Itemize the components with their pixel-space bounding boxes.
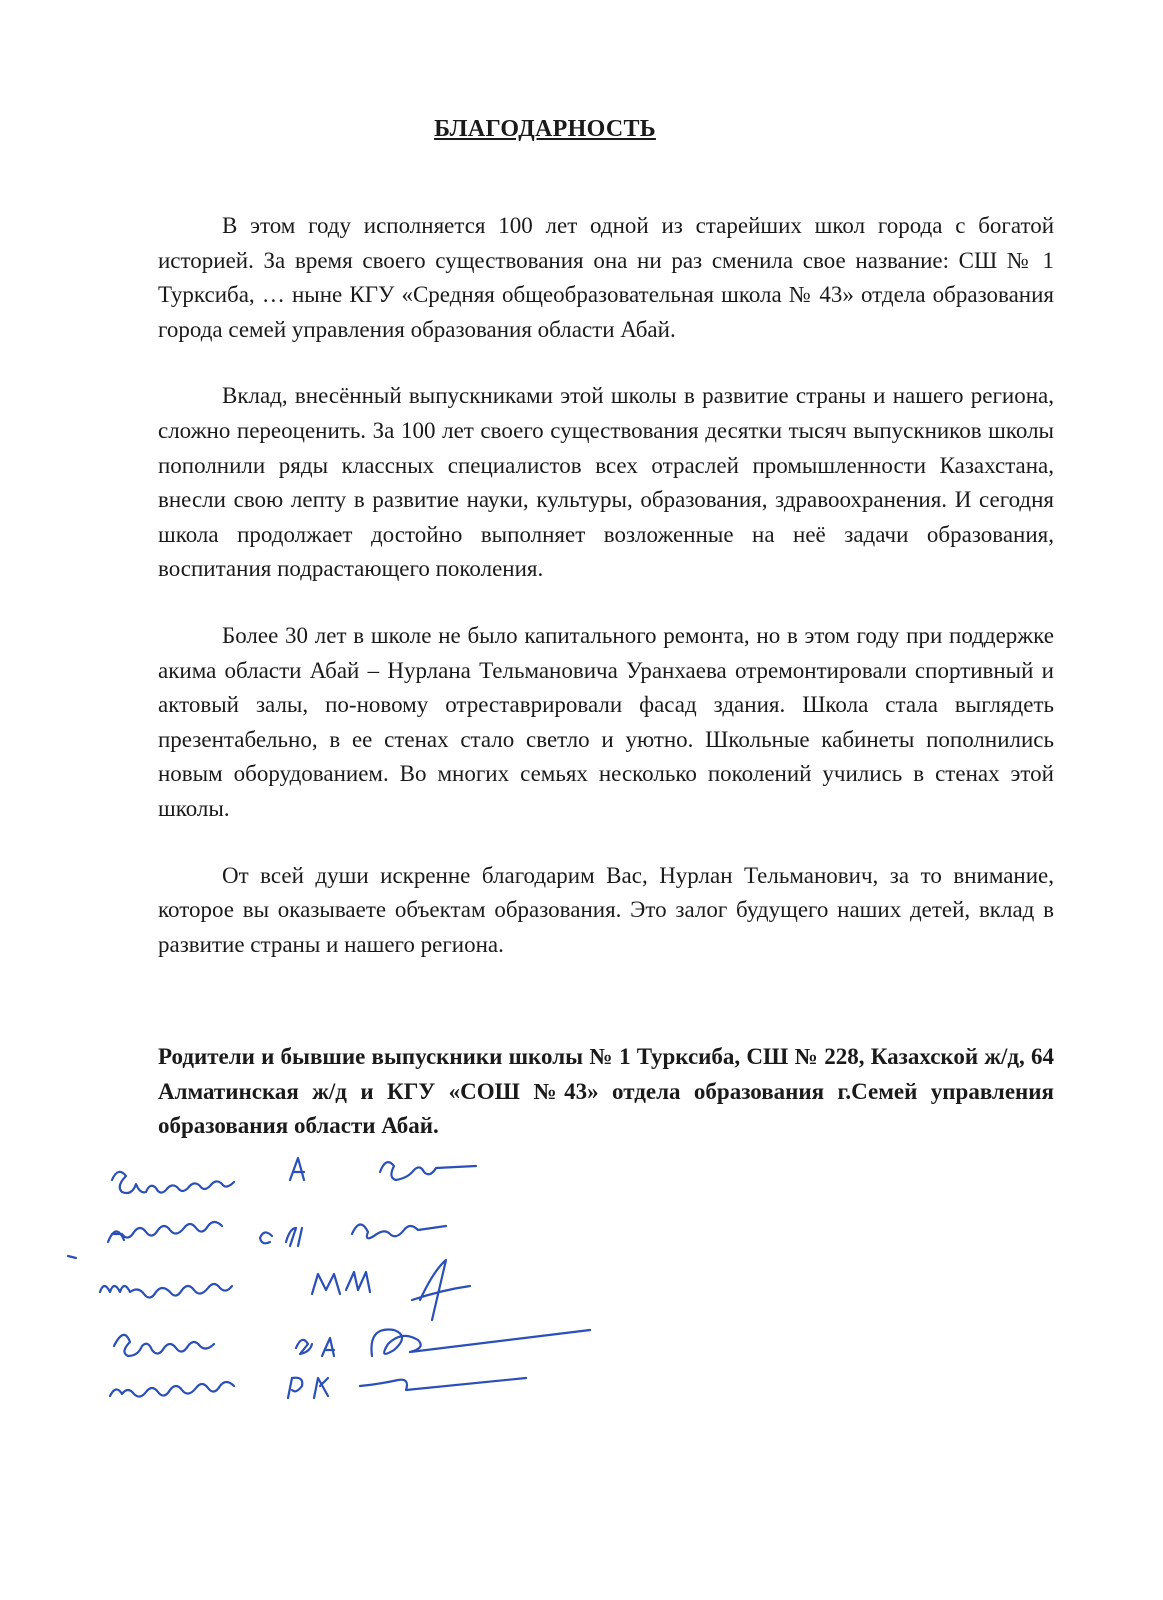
handwritten-signatures [60, 1150, 620, 1410]
letter-title: БЛАГОДАРНОСТЬ [434, 116, 656, 142]
signature-image [60, 1150, 620, 1410]
paragraph-3: Более 30 лет в школе не было капитального ремонта, но в этом году при поддержке акима области Абай – Нурлана Тельмановича Уранхаева отремонтировали спортивный и актовый залы, по-новому отреставрировали фасад здания. Школа стала выглядеть презентабельно, в ее стенах стало светло и уютно. Школьные кабинеты пополнились новым оборудованием. Во многих семьях несколько поколений учились в стенах этой школы. [158, 622, 1054, 821]
paragraph-1: В этом году исполняется 100 лет одной из старейших школ города с богатой историей. За время своего существования она ни раз сменила свое название: СШ № 1 Турксиба, … ныне КГУ «Средняя общеобразовательная школа № 43» отдела образования города семей управления образования области Абай. [158, 213, 1054, 342]
letter-body [158, 209, 1054, 994]
paragraph-4: От всей души искренне благодарим Вас, Нурлан Тельманович, за то внимание, которое вы оказываете объектам образования. Это залог будущего наших детей, вклад в развитие страны и нашего региона. [158, 862, 1054, 957]
paragraph-2: Вклад, внесённый выпускниками этой школы в развитие страны и нашего региона, сложно переоценить. За 100 лет своего существования десятки тысяч выпускников школы пополнили ряды классных специалистов всех отраслей промышленности Казахстана, внесли свою лепту в развитие науки, культуры, образования, здравоохранения. И сегодня школа продолжает достойно выполняет возложенные на неё задачи образования, воспитания подрастающего поколения. [158, 383, 1054, 582]
letter-signatories: Родители и бывшие выпускники школы № 1 Турксиба, СШ № 228, Казахской ж/д, 64 Алматинская ж/д и КГУ «СОШ №43» отдела образования г.Семей управления образования области Абай. [158, 1044, 1054, 1139]
